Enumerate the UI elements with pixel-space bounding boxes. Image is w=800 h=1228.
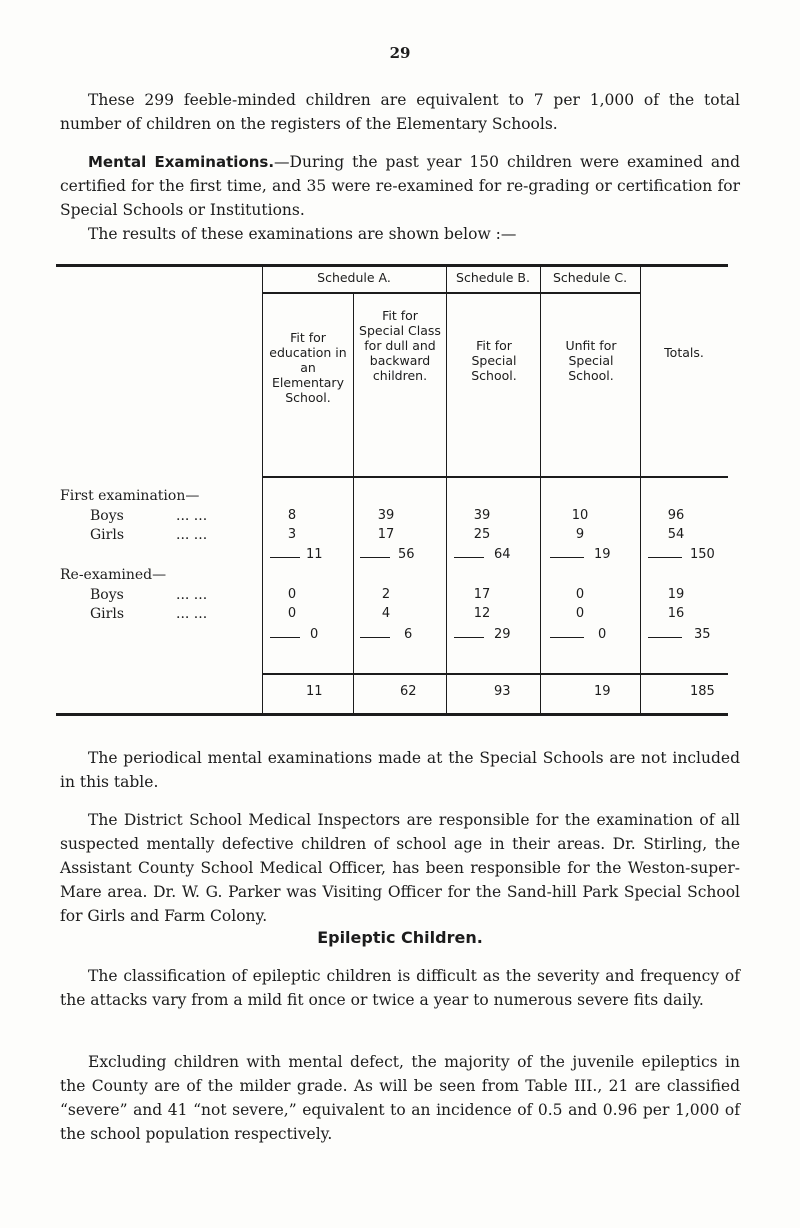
cell: 3 <box>287 527 297 542</box>
mental-examinations-text: —During the past year 150 children were examined and certified for the first time, and 35 were re-examined for re-grading or certification for Special Schools or Institutions. <box>60 153 740 219</box>
subtotal-dash <box>648 557 682 558</box>
cell: 0 <box>575 587 585 602</box>
schedule-c-header: Schedule C. <box>552 270 628 285</box>
cell: 8 <box>287 508 297 523</box>
section-re-examined: Re-examined— <box>60 567 167 583</box>
header-bottom-rule <box>262 476 728 478</box>
total-top-rule <box>262 673 728 675</box>
subtotal: 0 <box>310 627 319 642</box>
cell: 54 <box>667 527 685 542</box>
col-header-totals: Totals. <box>664 345 704 360</box>
district-paragraph: The District School Medical Inspectors are responsible for the examination of all suspected mentally defective children of school age in their areas. Dr. Stirling, the Assistant County School Medical Officer, has been responsible for the Weston-super-Mare area. Dr. W. G. Parker was Visiting Officer for the Sand-hill Park Special School for Girls and Farm Colony. <box>60 811 740 925</box>
row-dots: ... ... <box>176 587 208 603</box>
cell: 39 <box>473 508 491 523</box>
schedule-a-header: Schedule A. <box>317 270 391 285</box>
subtotal: 150 <box>690 547 715 562</box>
subtotal-dash <box>454 557 484 558</box>
col-rule-2 <box>353 294 354 716</box>
subtotal-dash <box>550 557 584 558</box>
cell: 39 <box>377 508 395 523</box>
cell: 19 <box>667 587 685 602</box>
subtotal: 56 <box>398 547 415 562</box>
grand-total: 185 <box>690 684 715 699</box>
col-header-elementary: Fit for education in an Elementary School. <box>269 330 347 405</box>
section-first-examination: First examination— <box>60 488 200 504</box>
subtotal: 0 <box>598 627 607 642</box>
row-label-boys: Boys <box>90 587 124 603</box>
col-header-unfit: Unfit for Special School. <box>565 338 617 383</box>
subtotal-dash <box>270 557 300 558</box>
schedule-b-header: Schedule B. <box>456 270 530 285</box>
col-rule-4 <box>540 264 541 716</box>
cell: 17 <box>377 527 395 542</box>
row-label-girls: Girls <box>90 527 125 543</box>
cell: 4 <box>381 606 391 621</box>
subtotal-dash <box>550 637 584 638</box>
epileptic-paragraph-1: The classification of epileptic children is difficult as the severity and frequency of the attacks vary from a mild fit once or twice a year to numerous severe fits daily. <box>60 967 740 1009</box>
subtotal-dash <box>360 637 390 638</box>
cell: 0 <box>287 587 297 602</box>
epileptic-heading: Epileptic Children. <box>317 928 483 947</box>
table-note: The periodical mental examinations made at the Special Schools are not included in this table. <box>60 749 740 791</box>
row-label-boys: Boys <box>90 508 124 524</box>
cell: 96 <box>667 508 685 523</box>
subtotal-dash <box>360 557 390 558</box>
cell: 9 <box>575 527 585 542</box>
row-dots: ... ... <box>176 508 208 524</box>
cell: 2 <box>381 587 391 602</box>
mental-examinations-heading: Mental Examinations. <box>88 153 275 171</box>
intro-paragraph: These 299 feeble-minded children are equivalent to 7 per 1,000 of the total number of children on the registers of the Elementary Schools. <box>60 91 740 133</box>
col-header-special-class: Fit for Special Class for dull and backward children. <box>359 308 441 383</box>
col-rule-5 <box>640 264 641 716</box>
epileptic-paragraph-2: Excluding children with mental defect, the majority of the juvenile epileptics in the County are of the milder grade. As will be seen from Table III., 21 are classified “severe” and 41 “not severe,” equivalent to an incidence of 0.5 and 0.96 per 1,000 of the school population respectively. <box>60 1053 740 1143</box>
subtotal-dash <box>454 637 484 638</box>
header-group-rule <box>262 292 640 294</box>
cell: 12 <box>473 606 491 621</box>
subtotal: 29 <box>494 627 511 642</box>
subtotal: 64 <box>494 547 511 562</box>
cell: 17 <box>473 587 491 602</box>
cell: 25 <box>473 527 491 542</box>
subtotal-dash <box>270 637 300 638</box>
col-rule-3 <box>446 264 447 716</box>
row-label-girls: Girls <box>90 606 125 622</box>
grand-total: 93 <box>494 684 511 699</box>
subtotal: 11 <box>306 547 323 562</box>
grand-total: 62 <box>400 684 417 699</box>
page-number: 29 <box>389 44 411 62</box>
subtotal-dash <box>648 637 682 638</box>
subtotal: 19 <box>594 547 611 562</box>
cell: 10 <box>571 508 589 523</box>
table-top-rule <box>56 264 728 267</box>
row-dots: ... ... <box>176 527 208 543</box>
cell: 0 <box>287 606 297 621</box>
cell: 0 <box>575 606 585 621</box>
results-intro: The results of these examinations are shown below :— <box>88 225 517 243</box>
col-rule-1 <box>262 264 263 716</box>
cell: 16 <box>667 606 685 621</box>
subtotal: 6 <box>404 627 413 642</box>
grand-total: 11 <box>306 684 323 699</box>
grand-total: 19 <box>594 684 611 699</box>
table-bottom-rule <box>56 713 728 716</box>
subtotal: 35 <box>694 627 711 642</box>
row-dots: ... ... <box>176 606 208 622</box>
col-header-special-school: Fit for Special School. <box>471 338 517 383</box>
